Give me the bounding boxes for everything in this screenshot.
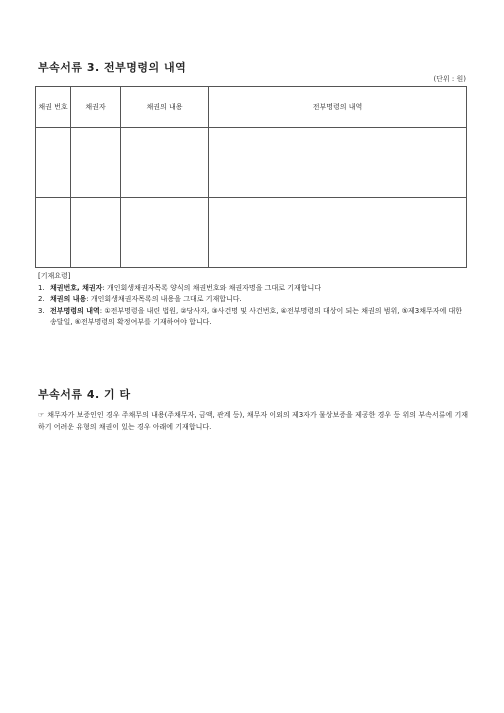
instruction-label: 채권번호, 채권자 [50, 283, 103, 292]
instruction-item [38, 294, 468, 306]
instruction-label: 채권의 내용 [50, 295, 87, 303]
other-section-text [38, 409, 468, 433]
table-cell [71, 198, 121, 268]
instruction-number: 2. [38, 295, 45, 303]
table-header-row [36, 87, 467, 128]
header-creditor: 채권자 [71, 87, 121, 128]
table-cell [209, 198, 467, 268]
section4-title: 부속서류 4. 기 타 [38, 388, 131, 401]
instructions-block [38, 271, 468, 329]
instruction-item [38, 283, 468, 295]
instruction-label: 전부명령의 내역 [50, 306, 100, 315]
instructions-heading: [기재요령] [38, 272, 71, 280]
instruction-text: : 개인회생채권자목록의 내용을 그대로 기재합니다. [86, 295, 242, 303]
instruction-number: 1. [38, 283, 45, 292]
instruction-item [38, 306, 468, 329]
table-cell [36, 198, 71, 268]
unit-label: (단위 : 원) [433, 75, 466, 83]
instruction-number: 3. [38, 306, 45, 315]
table-cell [71, 128, 121, 198]
header-transfer-order-details: 전부명령의 내역 [209, 87, 467, 128]
header-claim-number: 채권 번호 [36, 87, 71, 128]
table-cell [209, 128, 467, 198]
table-cell [36, 128, 71, 198]
header-claim-content: 채권의 내용 [121, 87, 209, 128]
instruction-text: : 개인회생채권자목록 양식의 채권번호와 채권자명을 그대로 기재합니다 [102, 283, 322, 292]
table-row [36, 198, 467, 268]
transfer-order-table [35, 86, 467, 268]
pointing-hand-icon: ☞ [38, 411, 45, 419]
table-cell [121, 128, 209, 198]
instruction-text: : ①전부명령을 내린 법원, ②당사자, ③사건명 및 사건번호, ④전부명령의 대상이 되는 채권의 범위, ⑤제3채무자에 대한 송달일, ⑥전부명령의 확정여부를 기재하여야 합니다. [50, 306, 463, 326]
section3-title: 부속서류 3. 전부명령의 내역 [38, 61, 187, 74]
table-row [36, 128, 467, 198]
table-cell [121, 198, 209, 268]
other-description: 채무자가 보증인인 경우 주채무의 내용(주채무자, 금액, 관계 등), 채무자 이외의 제3자가 물상보증을 제공한 경우 등 위의 부속서류에 기재하기 어려운 유형의 채권이 있는 경우 아래에 기재합니다. [38, 411, 468, 431]
